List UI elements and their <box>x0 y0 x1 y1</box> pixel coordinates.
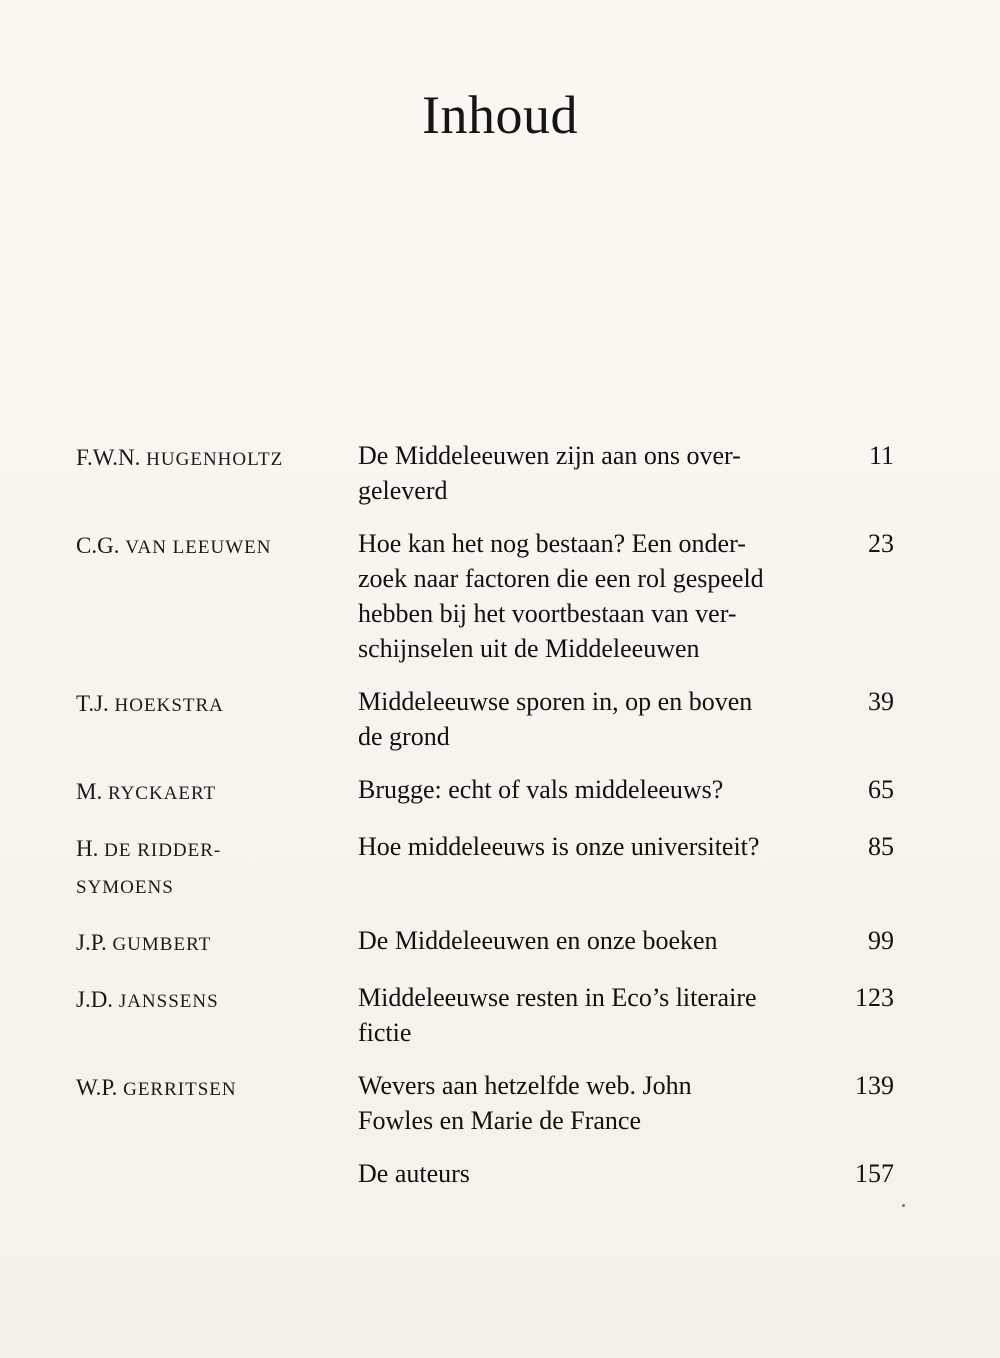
entry-author <box>76 684 358 723</box>
entry-page-number: 99 <box>868 926 894 955</box>
entry-page-number: 11 <box>868 441 894 470</box>
author-surname: HOEKSTRA <box>114 695 224 716</box>
entry-page-number: 39 <box>868 687 894 716</box>
toc-entry-janssens[interactable] <box>76 980 892 1050</box>
author-surname: VAN LEEUWEN <box>125 537 272 558</box>
entry-title: Brugge: echt of vals middeleeuws? <box>358 775 724 804</box>
toc-entry-de-auteurs[interactable] <box>76 1156 892 1191</box>
entry-content <box>358 684 894 754</box>
entry-title: De Middeleeuwen en onze boeken <box>358 926 718 955</box>
entry-author <box>76 980 358 1019</box>
author-initials: H. <box>76 836 99 861</box>
entry-title: Wevers aan hetzelfde web. John Fowles en Marie de France <box>358 1071 692 1135</box>
entry-page-number: 65 <box>868 775 894 804</box>
author-initials: M. <box>76 779 103 804</box>
entry-content <box>358 438 894 508</box>
entry-author <box>76 526 358 565</box>
author-initials: J.D. <box>76 987 114 1012</box>
entry-content <box>358 1068 894 1138</box>
entry-author <box>76 829 358 905</box>
entry-title: Middeleeuwse resten in Eco’s literaire fictie <box>358 983 757 1047</box>
entry-author <box>76 438 358 477</box>
entry-content <box>358 526 894 666</box>
toc-entry-gerritsen[interactable] <box>76 1068 892 1138</box>
entry-author <box>76 1156 358 1158</box>
entry-page-number: 23 <box>868 529 894 558</box>
author-initials: F.W.N. <box>76 445 141 470</box>
toc-entry-hugenholtz[interactable] <box>76 438 892 508</box>
author-initials: W.P. <box>76 1075 118 1100</box>
author-surname: GUMBERT <box>112 934 212 955</box>
entry-author <box>76 1068 358 1107</box>
author-initials: J.P. <box>76 930 107 955</box>
entry-content <box>358 980 894 1050</box>
entry-author <box>76 772 358 811</box>
entry-content <box>358 829 894 864</box>
scan-speck <box>902 1204 905 1207</box>
entry-author <box>76 923 358 962</box>
entry-page-number: 123 <box>855 983 894 1012</box>
entry-page-number: 157 <box>855 1159 894 1188</box>
entry-title: De auteurs <box>358 1159 470 1188</box>
entry-content <box>358 772 894 807</box>
entry-content <box>358 923 894 958</box>
toc-entry-van-leeuwen[interactable] <box>76 526 892 666</box>
table-of-contents <box>76 438 892 1191</box>
entry-page-number: 139 <box>855 1071 894 1100</box>
author-surname: RYCKAERT <box>107 783 217 804</box>
author-initials: T.J. <box>76 691 109 716</box>
entry-page-number: 85 <box>868 832 894 861</box>
entry-title: De Middeleeuwen zijn aan ons over- geleverd <box>358 441 741 505</box>
entry-title: Middeleeuwse sporen in, op en boven de grond <box>358 687 753 751</box>
toc-entry-hoekstra[interactable] <box>76 684 892 754</box>
page-title: Inhoud <box>422 85 578 145</box>
author-surname: GERRITSEN <box>123 1079 237 1100</box>
author-surname: HUGENHOLTZ <box>146 449 284 470</box>
author-surname: DE RIDDER- SYMOENS <box>76 840 222 898</box>
author-surname: JANSSENS <box>118 991 219 1012</box>
toc-entry-ryckaert[interactable] <box>76 772 892 811</box>
author-initials: C.G. <box>76 533 120 558</box>
toc-entry-de-ridder-symoens[interactable] <box>76 829 892 905</box>
toc-entry-gumbert[interactable] <box>76 923 892 962</box>
entry-title: Hoe middeleeuws is onze universiteit? <box>358 832 760 861</box>
entry-content <box>358 1156 894 1191</box>
entry-title: Hoe kan het nog bestaan? Een onder- zoek naar factoren die een rol gespeeld hebben bij het voortbestaan van ver- schijnselen uit de Middeleeuwen <box>358 529 764 663</box>
